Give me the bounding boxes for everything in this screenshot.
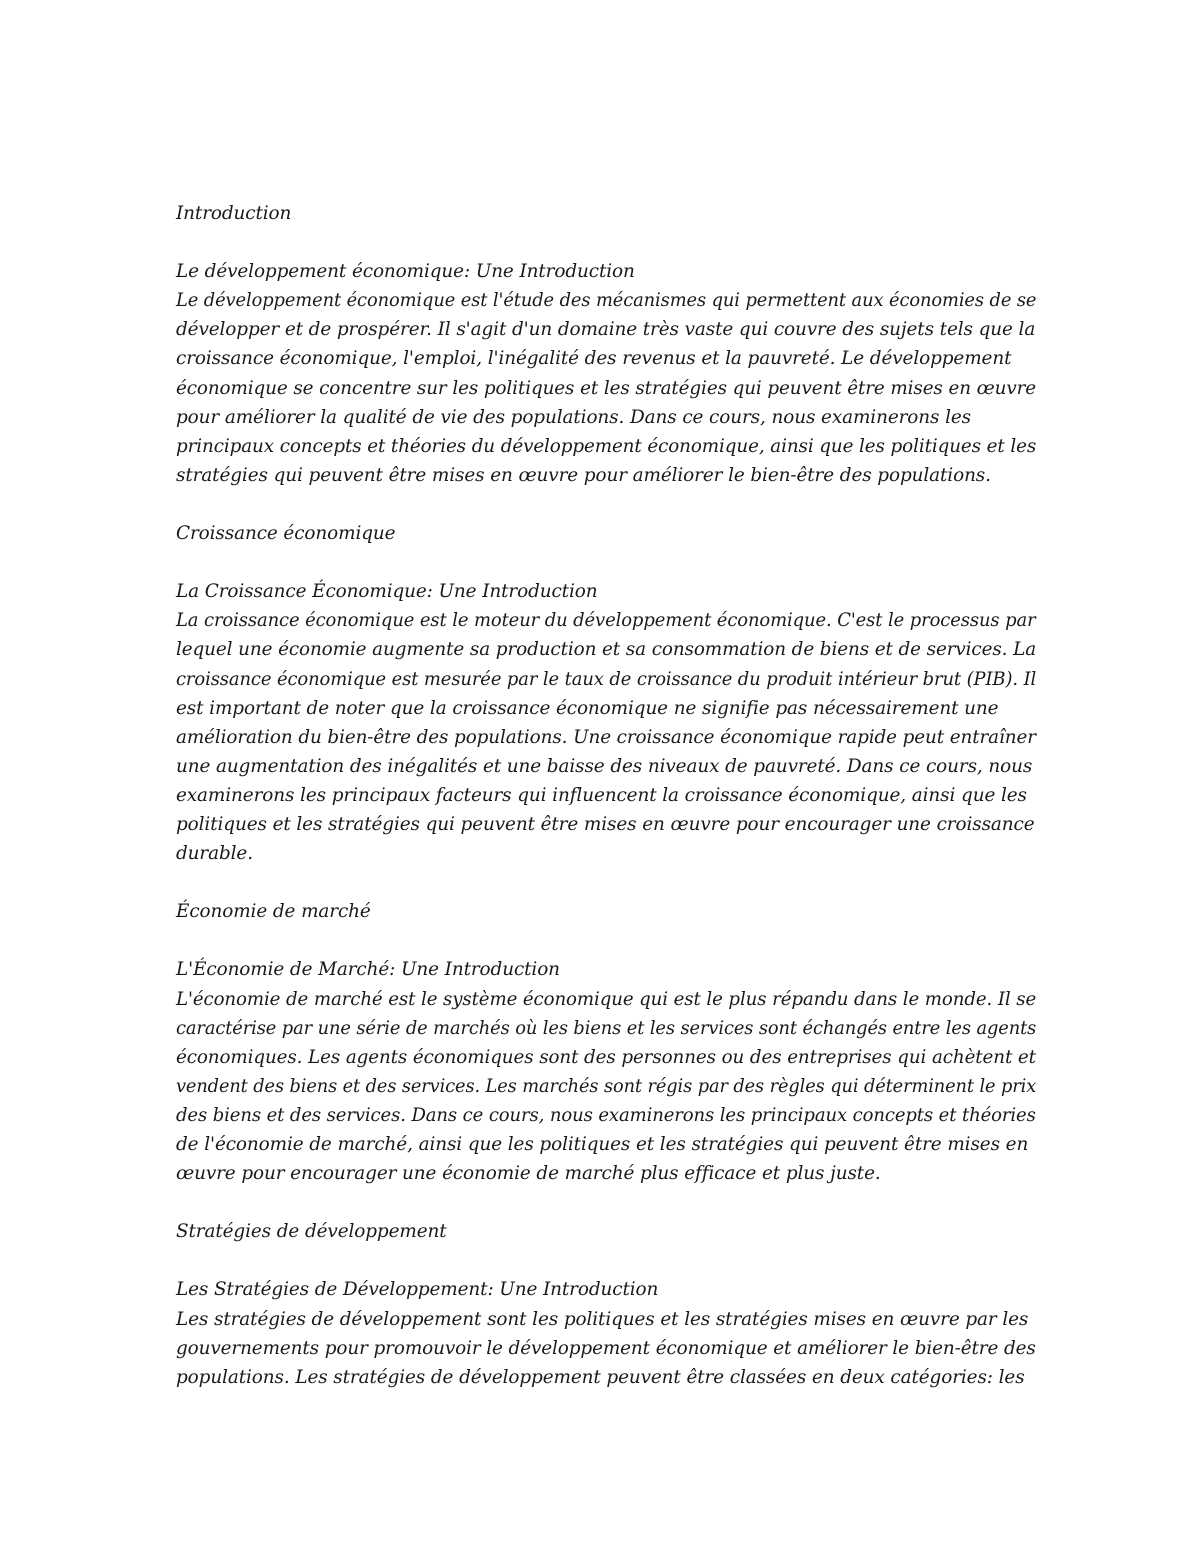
paragraph-line: populations. Les stratégies de développement peuvent être classées en deux catégories: les — [176, 1366, 1025, 1388]
paragraph-line: économique se concentre sur les politiques et les stratégies qui peuvent être mises en œuvre — [176, 377, 1037, 399]
paragraph-line: est important de noter que la croissance économique ne signifie pas nécessairement une — [176, 697, 999, 719]
paragraph-line: croissance économique est mesurée par le taux de croissance du produit intérieur brut (PIB). Il — [176, 668, 1037, 690]
section-heading: Stratégies de développement — [176, 1221, 447, 1243]
paragraph-line: stratégies qui peuvent être mises en œuvre pour améliorer le bien-être des populations. — [176, 464, 991, 486]
paragraph-line: œuvre pour encourager une économie de marché plus efficace et plus juste. — [176, 1163, 881, 1185]
blank-line — [176, 868, 1036, 897]
paragraph-line: développer et de prospérer. Il s'agit d'un domaine très vaste qui couvre des sujets tels que la — [176, 319, 1036, 341]
paragraph-line: Le développement économique est l'étude des mécanismes qui permettent aux économies de se — [176, 290, 1037, 312]
paragraph-line: lequel une économie augmente sa production et sa consommation de biens et de services. La — [176, 639, 1037, 661]
blank-line — [176, 490, 1036, 519]
paragraph-line: amélioration du bien-être des populations. Une croissance économique rapide peut entraîner — [176, 726, 1036, 748]
blank-line — [176, 926, 1036, 955]
paragraph-line: vendent des biens et des services. Les marchés sont régis par des règles qui déterminent le prix — [176, 1075, 1037, 1097]
document-body — [176, 199, 1036, 1392]
blank-line — [176, 548, 1036, 577]
section-subtitle: L'Économie de Marché: Une Introduction — [176, 959, 560, 981]
paragraph-line: économiques. Les agents économiques sont des personnes ou des entreprises qui achètent et — [176, 1046, 1036, 1068]
paragraph-line: croissance économique, l'emploi, l'inégalité des revenus et la pauvreté. Le développement — [176, 348, 1012, 370]
paragraph-line: Les stratégies de développement sont les politiques et les stratégies mises en œuvre par les — [176, 1308, 1029, 1330]
paragraph-line: L'économie de marché est le système économique qui est le plus répandu dans le monde. Il se — [176, 988, 1037, 1010]
paragraph-line: caractérise par une série de marchés où les biens et les services sont échangés entre les agents — [176, 1017, 1037, 1039]
section-heading: Introduction — [176, 203, 292, 224]
section-subtitle: La Croissance Économique: Une Introduction — [176, 581, 598, 603]
paragraph-line: une augmentation des inégalités et une baisse des niveaux de pauvreté. Dans ce cours, nous — [176, 755, 1033, 777]
paragraph-line: durable. — [176, 843, 253, 865]
paragraph-line: principaux concepts et théories du développement économique, ainsi que les politiques et les — [176, 435, 1037, 457]
paragraph-line: examinerons les principaux facteurs qui influencent la croissance économique, ainsi que les — [176, 784, 1027, 806]
section-heading: Économie de marché — [176, 901, 371, 923]
paragraph-line: des biens et des services. Dans ce cours, nous examinerons les principaux concepts et théories — [176, 1104, 1036, 1126]
paragraph-line: pour améliorer la qualité de vie des populations. Dans ce cours, nous examinerons les — [176, 406, 971, 428]
blank-line — [176, 1246, 1036, 1275]
blank-line — [176, 1188, 1036, 1217]
section-heading: Croissance économique — [176, 523, 396, 545]
blank-line — [176, 228, 1036, 257]
section-subtitle: Le développement économique: Une Introduction — [176, 261, 635, 283]
section-subtitle: Les Stratégies de Développement: Une Introduction — [176, 1279, 659, 1301]
paragraph-line: de l'économie de marché, ainsi que les politiques et les stratégies qui peuvent être mises en — [176, 1134, 1029, 1155]
paragraph-line: gouvernements pour promouvoir le développement économique et améliorer le bien-être des — [176, 1337, 1036, 1359]
paragraph-line: La croissance économique est le moteur du développement économique. C'est le processus par — [176, 610, 1036, 632]
paragraph-line: politiques et les stratégies qui peuvent être mises en œuvre pour encourager une croissance — [176, 813, 1035, 835]
